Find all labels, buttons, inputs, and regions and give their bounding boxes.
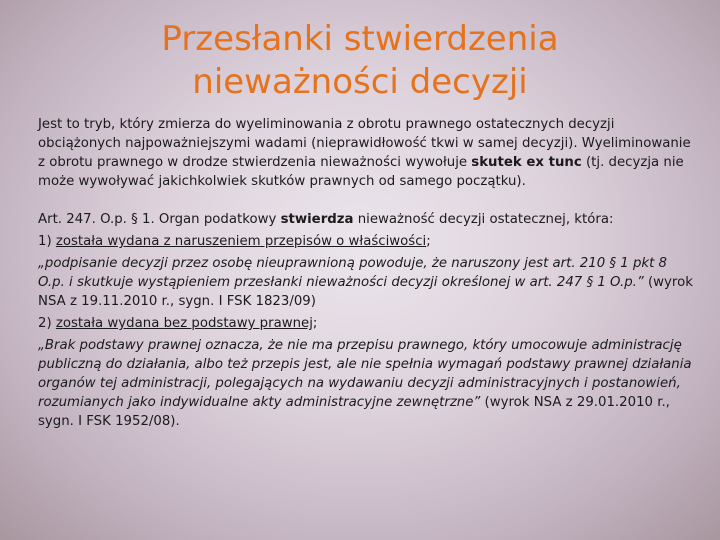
slide-title-line-2: nieważności decyzji (192, 62, 528, 102)
point-1-end: ; (426, 234, 431, 249)
quote-1-text: „podpisanie decyzji przez osobę nieuprawnioną powoduje, że naruszony jest art. 210 § 1 pkt 8 O.p. i skutkuje wystąpieniem przesłanki nieważności decyzji określonej w art. 247 § 1 O.p.” (38, 256, 668, 290)
point-2-text: została wydana bez podstawy prawnej (55, 316, 313, 331)
point-2 (38, 314, 693, 333)
article-text-2: nieważność decyzji ostatecznej, która: (353, 212, 614, 227)
slide-title (60, 18, 660, 104)
article-bold-term: stwierdza (280, 212, 354, 227)
intro-text-1: Jest to tryb, który zmierza do wyeliminowania z obrotu prawnego ostatecznych decyzji obciążonych najpoważniejszymi wadami (nieprawidłowość tkwi w samej decyzji). Wyeliminowanie z obrotu prawnego w drodze stwierdzenia nieważności wywołuje (38, 117, 691, 170)
point-1-text: została wydana z naruszeniem przepisów o właściwości (55, 234, 427, 249)
quote-2-reference: (wyrok NSA z 29.01.2010 r., sygn. I FSK 1952/08). (38, 395, 670, 429)
quote-1 (38, 254, 693, 311)
point-2-number: 2) (38, 316, 56, 331)
slide-body (38, 115, 693, 434)
quote-1-reference: (wyrok NSA z 19.11.2010 r., sygn. I FSK 1823/09) (38, 275, 693, 309)
intro-bold-term: skutek ex tunc (471, 155, 582, 170)
point-1 (38, 232, 693, 251)
intro-text-2: (tj. decyzja nie może wywoływać jakichkolwiek skutków prawnych od samego początku). (38, 155, 684, 189)
point-1-number: 1) (38, 234, 56, 249)
point-2-end: ; (312, 316, 318, 331)
article-paragraph (38, 210, 693, 229)
article-text-1: Art. 247. O.p. § 1. Organ podatkowy (38, 212, 281, 227)
intro-paragraph (38, 115, 693, 191)
quote-2-text: „Brak podstawy prawnej oznacza, że nie ma przepisu prawnego, który umocowuje administrację publiczną do działania, albo też przepis jest, ale nie spełnia wymagań podstawy prawnej działania organów tej administracji, polegających na wydawaniu decyzji administracyjnych i postanowień, rozumianych jako indywidualne akty administracyjne zewnętrzne” (38, 338, 692, 410)
quote-2 (38, 336, 693, 431)
slide-title-line-1: Przesłanki stwierdzenia (161, 19, 559, 59)
